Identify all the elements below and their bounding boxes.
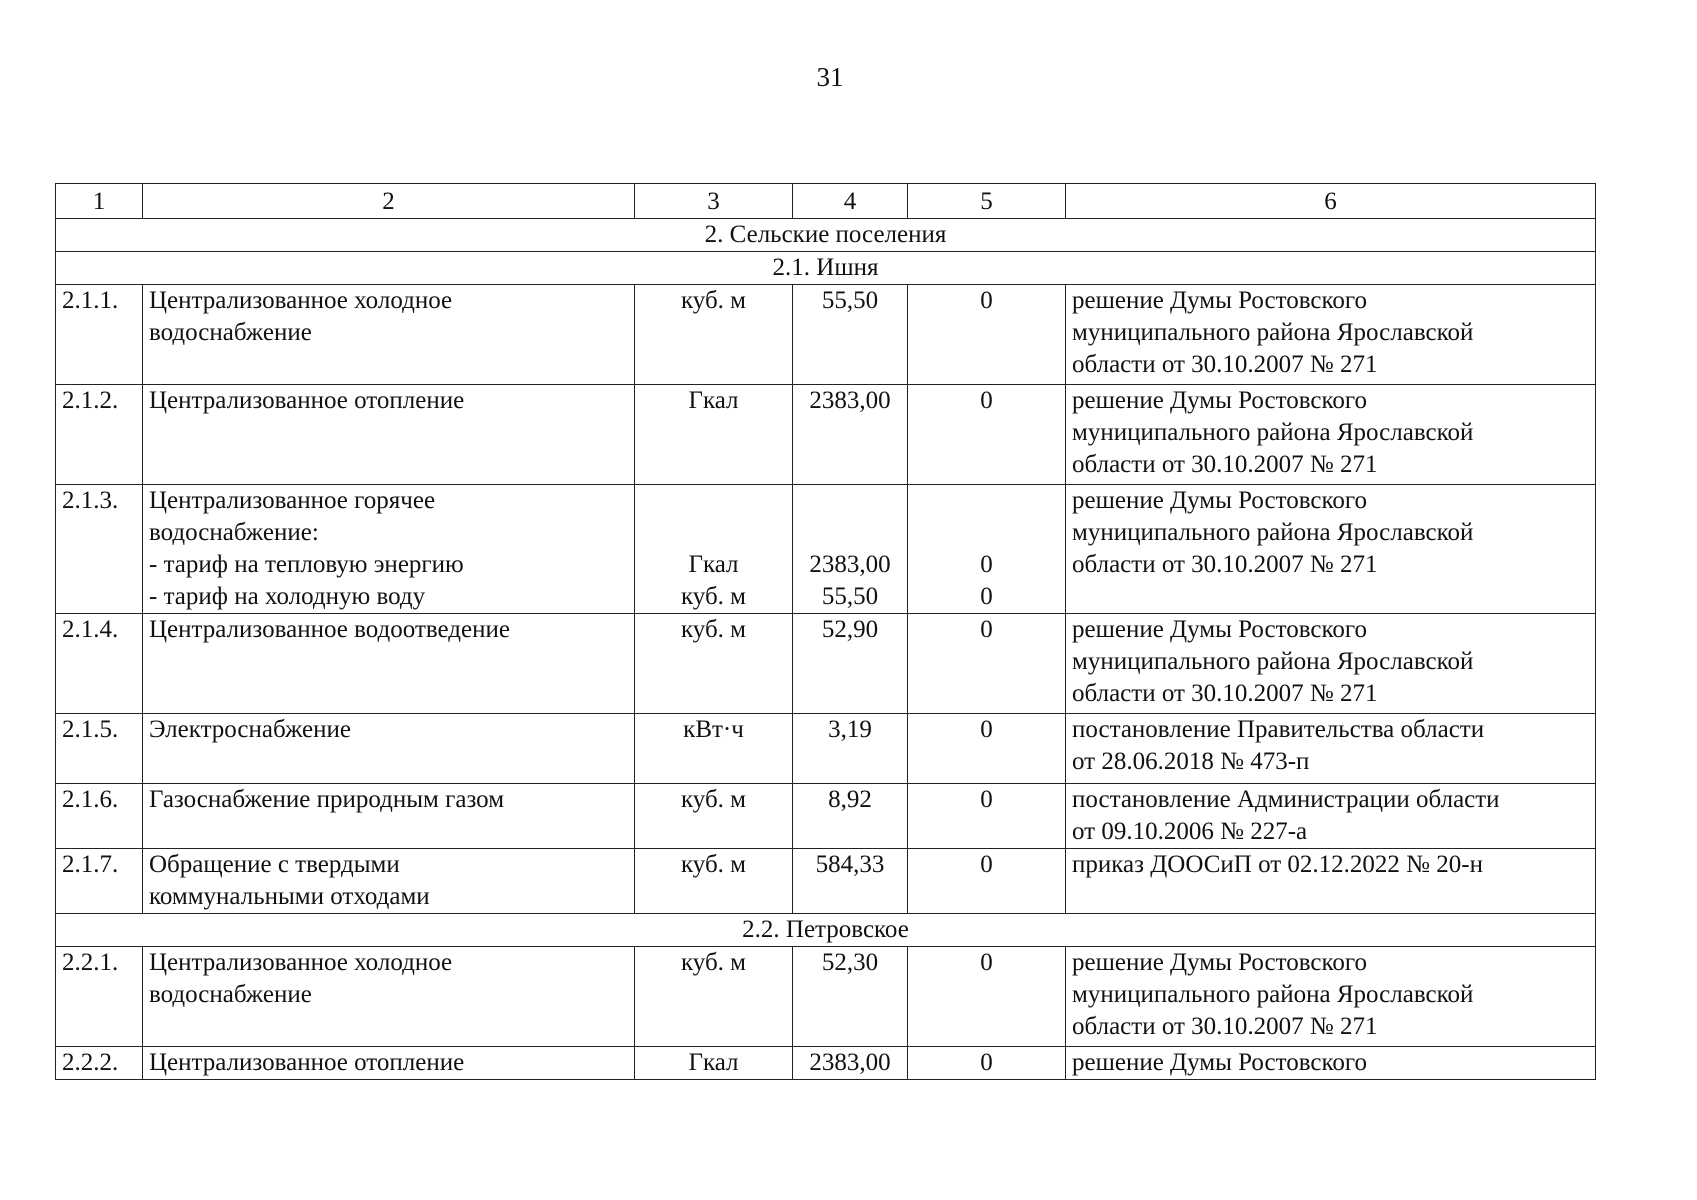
- tariff-value: 2383,00: [793, 1047, 908, 1080]
- table-row: [56, 385, 1596, 485]
- column-number-row: [56, 184, 1596, 219]
- unit: Гкал: [635, 1047, 793, 1080]
- section-title: 2. Сельские поселения: [56, 219, 1596, 252]
- unit: Гкал: [635, 385, 793, 485]
- value-line: 55,50: [821, 583, 879, 610]
- row-number: 2.2.2.: [56, 1047, 143, 1080]
- service-name: [143, 714, 635, 784]
- table-row: [56, 614, 1596, 714]
- table-row: [56, 784, 1596, 849]
- basis-line: решение Думы Ростовского: [1072, 487, 1367, 514]
- basis-line: приказ ДООСиП от 02.12.2022 № 20-н: [1072, 851, 1483, 878]
- service-name: [143, 849, 635, 914]
- basis-line: от 09.10.2006 № 227-а: [1072, 818, 1308, 845]
- tariff-value: 52,30: [793, 947, 908, 1047]
- column-header-4: 4: [793, 184, 908, 219]
- unit: [635, 485, 793, 614]
- column-header-2: 2: [143, 184, 635, 219]
- unit: куб. м: [635, 285, 793, 385]
- row-number: 2.1.1.: [56, 285, 143, 385]
- service-line: Централизованное горячее: [149, 487, 436, 514]
- row-number: 2.1.4.: [56, 614, 143, 714]
- tariff-value: 3,19: [793, 714, 908, 784]
- service-line: Обращение с твердыми: [149, 851, 400, 878]
- row-number: 2.1.3.: [56, 485, 143, 614]
- subsection-row: [56, 914, 1596, 947]
- basis-line: постановление Администрации области: [1072, 786, 1500, 813]
- legal-basis: [1066, 485, 1596, 614]
- column-5-value: 0: [908, 614, 1066, 714]
- row-number: 2.1.7.: [56, 849, 143, 914]
- service-line: Газоснабжение природным газом: [149, 786, 505, 813]
- tariff-value: 2383,00: [793, 385, 908, 485]
- table-row: [56, 714, 1596, 784]
- row-number: 2.1.5.: [56, 714, 143, 784]
- table-row: [56, 485, 1596, 614]
- column-5-value: 0: [908, 714, 1066, 784]
- service-line: Централизованное отопление: [149, 1049, 465, 1076]
- table-row: [56, 947, 1596, 1047]
- subsection-title: 2.1. Ишня: [56, 252, 1596, 285]
- column-header-6: 6: [1066, 184, 1596, 219]
- service-line: Централизованное холодное: [149, 287, 453, 314]
- basis-line: решение Думы Ростовского: [1072, 616, 1367, 643]
- subsection-title: 2.2. Петровское: [56, 914, 1596, 947]
- column-5-value: 0: [908, 784, 1066, 849]
- service-name: [143, 285, 635, 385]
- basis-line: решение Думы Ростовского: [1072, 949, 1367, 976]
- service-name: [143, 784, 635, 849]
- service-line: коммунальными отходами: [149, 883, 430, 910]
- subsection-row: [56, 252, 1596, 285]
- column-header-3: 3: [635, 184, 793, 219]
- service-name: [143, 485, 635, 614]
- tariff-value: [793, 485, 908, 614]
- column-5-value: 0: [908, 849, 1066, 914]
- column-5-value: 0: [908, 385, 1066, 485]
- column-5-value: 0: [908, 285, 1066, 385]
- legal-basis: [1066, 947, 1596, 1047]
- service-name: [143, 385, 635, 485]
- unit: куб. м: [635, 947, 793, 1047]
- unit: кВт·ч: [635, 714, 793, 784]
- service-line: Электроснабжение: [149, 716, 351, 743]
- page-number: 31: [816, 62, 844, 92]
- tariff-table: [55, 183, 1596, 1080]
- col5-line: 0: [980, 583, 993, 610]
- service-line: водоснабжение: [149, 319, 312, 346]
- column-header-1: 1: [56, 184, 143, 219]
- service-line: Централизованное холодное: [149, 949, 453, 976]
- row-number: 2.2.1.: [56, 947, 143, 1047]
- col5-line: 0: [980, 551, 993, 578]
- legal-basis: [1066, 714, 1596, 784]
- service-name: [143, 947, 635, 1047]
- service-line: водоснабжение:: [149, 519, 319, 546]
- basis-line: области от 30.10.2007 № 271: [1072, 1013, 1378, 1040]
- service-name: [143, 614, 635, 714]
- table-row: [56, 1047, 1596, 1080]
- column-5-value: 0: [908, 947, 1066, 1047]
- value-line: 2383,00: [809, 551, 891, 578]
- service-line: водоснабжение: [149, 981, 312, 1008]
- column-5-value: 0: [908, 1047, 1066, 1080]
- basis-line: муниципального района Ярославской: [1072, 419, 1474, 446]
- basis-line: области от 30.10.2007 № 271: [1072, 551, 1378, 578]
- basis-line: от 28.06.2018 № 473-п: [1072, 748, 1310, 775]
- service-line: Централизованное отопление: [149, 387, 465, 414]
- basis-line: муниципального района Ярославской: [1072, 648, 1474, 675]
- basis-line: муниципального района Ярославской: [1072, 519, 1474, 546]
- tariff-value: 8,92: [793, 784, 908, 849]
- basis-line: постановление Правительства области: [1072, 716, 1485, 743]
- legal-basis: [1066, 784, 1596, 849]
- unit: куб. м: [635, 614, 793, 714]
- tariff-value: 55,50: [793, 285, 908, 385]
- basis-line: решение Думы Ростовского: [1072, 387, 1367, 414]
- service-name: [143, 1047, 635, 1080]
- legal-basis: [1066, 285, 1596, 385]
- basis-line: области от 30.10.2007 № 271: [1072, 451, 1378, 478]
- basis-line: решение Думы Ростовского: [1072, 1049, 1367, 1076]
- section-row: [56, 219, 1596, 252]
- table-row: [56, 849, 1596, 914]
- column-5-value: [908, 485, 1066, 614]
- unit: куб. м: [635, 849, 793, 914]
- tariff-value: 584,33: [793, 849, 908, 914]
- unit-line: Гкал: [688, 551, 739, 578]
- basis-line: области от 30.10.2007 № 271: [1072, 680, 1378, 707]
- basis-line: решение Думы Ростовского: [1072, 287, 1367, 314]
- service-line: - тариф на тепловую энергию: [149, 551, 464, 578]
- service-line: Централизованное водоотведение: [149, 616, 510, 643]
- unit: куб. м: [635, 784, 793, 849]
- basis-line: муниципального района Ярославской: [1072, 319, 1474, 346]
- legal-basis: [1066, 614, 1596, 714]
- row-number: 2.1.6.: [56, 784, 143, 849]
- service-line: - тариф на холодную воду: [149, 583, 426, 610]
- table-row: [56, 285, 1596, 385]
- basis-line: муниципального района Ярославской: [1072, 981, 1474, 1008]
- basis-line: области от 30.10.2007 № 271: [1072, 351, 1378, 378]
- legal-basis: [1066, 1047, 1596, 1080]
- tariff-value: 52,90: [793, 614, 908, 714]
- legal-basis: [1066, 385, 1596, 485]
- unit-line: куб. м: [680, 583, 746, 610]
- legal-basis: [1066, 849, 1596, 914]
- column-header-5: 5: [908, 184, 1066, 219]
- row-number: 2.1.2.: [56, 385, 143, 485]
